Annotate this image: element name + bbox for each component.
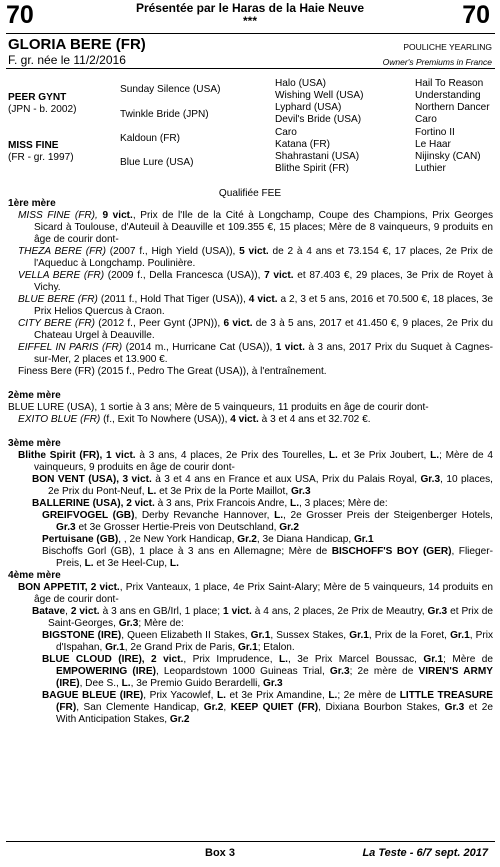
pedigree-rule <box>6 68 495 69</box>
ancestor-g4: Nijinsky (CAN) <box>415 151 481 162</box>
produce-entry: BAGUE BLEUE (IRE), Prix Yacowlef, L. et 3e Prix Amandine, L.; 2e mère de LITTLE TREASURE (FR), San Clemente Handicap, Gr.2, KEEP QUIET (FR), Dixiana Bourbon Stakes, Gr.3 et 2e With Anticipation Stakes, Gr.2 <box>42 690 494 725</box>
ancestor-g4: Luthier <box>415 163 446 174</box>
section-fourth-dam: 4ème mère <box>8 570 61 581</box>
ancestor-g3: Blithe Spirit (FR) <box>275 163 350 174</box>
ancestor-g3: Shahrastani (USA) <box>275 151 360 162</box>
ancestor-g3: Katana (FR) <box>275 139 330 150</box>
horse-category: POULICHE YEARLING <box>403 42 492 52</box>
first-dam-entry: MISS FINE (FR), 9 vict., Prix de l'Ile de la Cité à Longchamp, Coupe des Champions, Prix Georges Sicard à Toulouse, d'Auteuil à Deauville et 109.355 €, 15 places; Mère de 8 vainqueurs, 9 produits en âge de courir dont- <box>18 210 493 245</box>
presenter-header <box>0 2 500 28</box>
ancestor-g4: Hail To Reason <box>415 78 484 89</box>
ancestor-g3: Lyphard (USA) <box>275 102 342 113</box>
dam-info: (FR - gr. 1997) <box>8 152 74 163</box>
produce-entry: Bischoffs Gorl (GB), 1 place à 3 ans en Allemagne; Mère de BISCHOFF'S BOY (GER), Flieger-Preis, L. et 3e Heel-Cup, L. <box>42 546 493 569</box>
produce-entry: Pertuisane (GB), , 2e New York Handicap, Gr.2, 3e Diana Handicap, Gr.1 <box>42 534 374 545</box>
produce-entry: BIGSTONE (IRE), Queen Elizabeth II Stakes, Gr.1, Sussex Stakes, Gr.1, Prix de la Foret, Gr.1, Prix d'Ispahan, Gr.1, 2e Grand Prix de Paris, Gr.1; Etalon. <box>42 630 494 653</box>
produce-entry: BLUE CLOUD (IRE), 2 vict., Prix Imprudence, L., 3e Prix Marcel Boussac, Gr.1; Mère de EMPOWERING (IRE), Leopardstown 1000 Guineas Trial, Gr.3; 2e mère de VIREN'S ARMY (IRE), Dee S., L., 3e Premio Guido Berardelli, Gr.3 <box>42 654 493 689</box>
lot-number-right: 70 <box>462 1 490 29</box>
box-number: Box 3 <box>205 847 235 859</box>
qualification-note: Qualifiée FEE <box>218 188 282 199</box>
owner-premiums: Owner's Premiums in France <box>382 57 492 67</box>
produce-entry: Finess Bere (FR) (2015 f., Pedro The Great (USA)), à l'entraînement. <box>18 366 327 377</box>
produce-entry: BLUE BERE (FR) (2011 f., Hold That Tiger (USA)), 4 vict. a 2, 3 et 5 ans, 2016 et 70.500 €, 18 places, 3e Prix Helios Quercus à Craon. <box>18 294 494 317</box>
section-second-dam: 2ème mère <box>8 390 61 401</box>
produce-entry: EXITO BLUE (FR) (f., Exit To Nowhere (USA)), 4 vict. à 3 et 4 ans et 32.702 €. <box>18 414 371 425</box>
horse-name: GLORIA BERE (FR) <box>8 36 146 53</box>
ancestor-g4: Le Haar <box>415 139 451 150</box>
grandsire-1: Sunday Silence (USA) <box>120 84 221 95</box>
sire-name: PEER GYNT <box>8 92 67 103</box>
ancestor-g4: Caro <box>415 114 437 125</box>
ancestor-g4: Northern Dancer <box>415 102 490 113</box>
footer-rule <box>6 841 495 842</box>
horse-birth: F. gr. née le 11/2/2016 <box>8 53 126 67</box>
section-first-dam: 1ère mère <box>8 198 56 209</box>
presenter-title: Présentée par le Haras de la Haie Neuve <box>135 1 365 15</box>
granddam-1: Twinkle Bride (JPN) <box>120 109 209 120</box>
ancestor-g4: Fortino II <box>415 127 455 138</box>
sale-info: La Teste - 6/7 sept. 2017 <box>362 847 488 859</box>
ancestor-g4: Understanding <box>415 90 481 101</box>
lot-number-left: 70 <box>6 1 34 29</box>
ancestor-g3: Halo (USA) <box>275 78 327 89</box>
section-third-dam: 3ème mère <box>8 438 61 449</box>
produce-entry: CITY BERE (FR) (2012 f., Peer Gynt (JPN)), 6 vict. de 3 à 5 ans, 2017 et 41.450 €, 9 places, 2e Prix du Chateau Urgel à Deauville. <box>18 318 493 341</box>
third-dam-entry: Blithe Spirit (FR), 1 vict. à 3 ans, 4 places, 2e Prix des Tourelles, L. et 3e Prix Joubert, L.; Mère de 4 vainqueurs, 9 produits en âge de courir dont- <box>18 450 493 473</box>
second-dam-entry: BLUE LURE (USA), 1 sortie à 3 ans; Mère de 5 vainqueurs, 11 produits en âge de courir dont- <box>8 402 429 413</box>
ancestor-g3: Wishing Well (USA) <box>275 90 364 101</box>
produce-entry: THEZA BERE (FR) (2007 f., High Yield (USA)), 5 vict. de 2 à 4 ans et 73.154 €, 17 places, 2e Prix de l'Aqueduc à Longchamp. Poulinière. <box>18 246 493 269</box>
catalogue-body <box>8 198 493 726</box>
ancestor-g3: Devil's Bride (USA) <box>275 114 362 125</box>
granddam-2: Blue Lure (USA) <box>120 157 194 168</box>
fourth-dam-entry: BON APPETIT, 2 vict., Prix Vanteaux, 1 place, 4e Prix Saint-Alary; Mère de 5 vainqueurs, 14 produits en âge de courir dont- <box>18 582 493 605</box>
produce-entry: VELLA BERE (FR) (2009 f., Della Francesca (USA)), 7 vict. et 87.403 €, 29 places, 3e Prix de Royet à Vichy. <box>18 270 493 293</box>
dam-name: MISS FINE <box>8 140 59 151</box>
top-rule <box>6 33 495 34</box>
sire-info: (JPN - b. 2002) <box>8 104 77 115</box>
produce-entry: BALLERINE (USA), 2 vict. à 3 ans, Prix Francois Andre, L., 3 places; Mère de: <box>32 498 388 509</box>
ancestor-g3: Caro <box>275 127 297 138</box>
produce-entry: BON VENT (USA), 3 vict. à 3 et 4 ans en France et aux USA, Prix du Palais Royal, Gr.3, 10 places, 2e Prix du Pont-Neuf, L. et 3e Prix de la Porte Maillot, Gr.3 <box>32 474 493 497</box>
grandsire-2: Kaldoun (FR) <box>120 133 181 144</box>
produce-entry: GREIFVOGEL (GB), Derby Revanche Hannover, L., 2e Grosser Preis der Steigenberger Hotels, Gr.3 et 3e Grosser Hertie-Preis von Deutschland, Gr.2 <box>42 510 493 533</box>
produce-entry: Batave, 2 vict. à 3 ans en GB/Irl, 1 place; 1 vict. à 4 ans, 2 places, 2e Prix de Meautry, Gr.3 et Prix de Saint-Georges, Gr.3; Mère de: <box>32 606 493 629</box>
stars: *** <box>242 14 257 28</box>
produce-entry: EIFFEL IN PARIS (FR) (2014 m., Hurricane Cat (USA)), 1 vict. à 3 ans, 2017 Prix du Suquet à Cagnes-sur-Mer, 2 places et 13.900 €. <box>18 342 493 365</box>
